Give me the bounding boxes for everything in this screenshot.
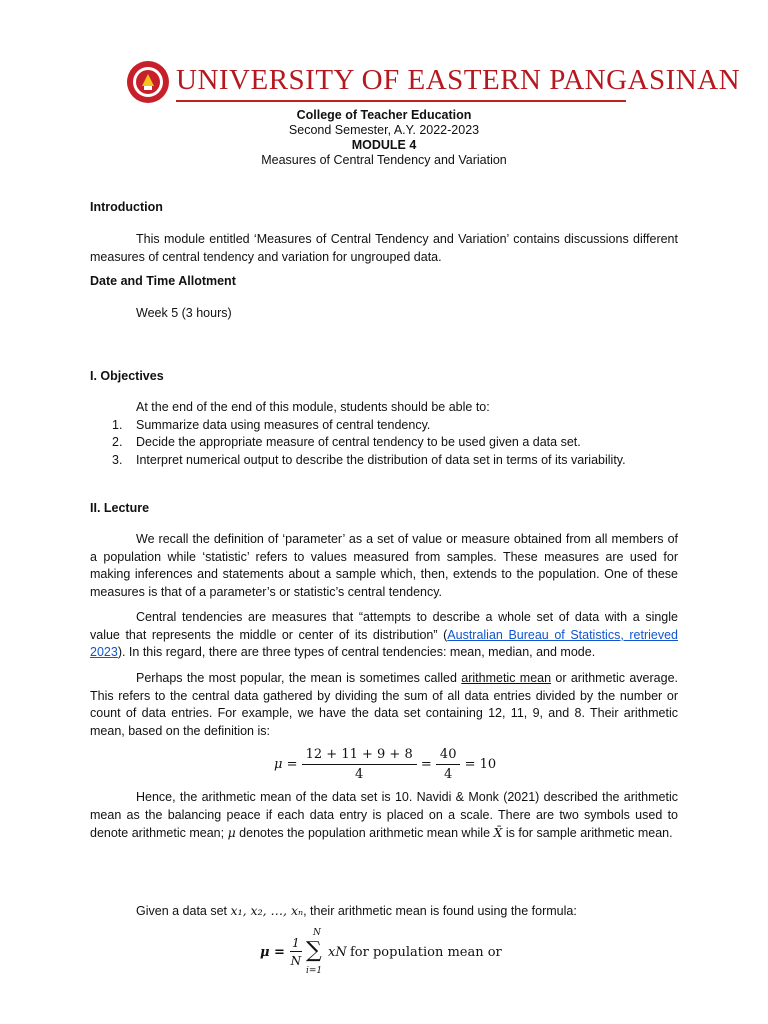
- fraction-denominator: 4: [355, 767, 364, 782]
- sum-upper-limit: N: [313, 928, 321, 938]
- college-name: College of Teacher Education: [296, 108, 472, 122]
- summation-term: xN: [328, 945, 347, 960]
- university-name: UNIVERSITY OF EASTERN PANGASINAN: [176, 64, 741, 96]
- paragraph-text: Central tendencies are measures that “attempts to describe a whole set of data with a single value that represents the middle or center of its distribution” (: [90, 610, 678, 642]
- objective-text: Decide the appropriate measure of central tendency to be used given a data set.: [136, 435, 581, 449]
- paragraph-text: denotes the population arithmetic mean while: [235, 826, 494, 840]
- header-rule: [176, 100, 626, 102]
- lecture-heading: II. Lecture: [90, 501, 150, 515]
- objective-item: [112, 452, 672, 470]
- objectives-heading: I. Objectives: [90, 369, 164, 383]
- paragraph-text: , their arithmetic mean is found using the formula:: [303, 904, 577, 918]
- mu-symbol: μ: [227, 825, 236, 840]
- mean-example-equation: [274, 747, 496, 782]
- module-title: Measures of Central Tendency and Variation: [261, 153, 507, 167]
- objective-item: [112, 434, 672, 452]
- paragraph-text: Perhaps the most popular, the mean is sometimes called: [136, 671, 462, 685]
- lecture-paragraph-1: We recall the definition of ‘parameter’ as a set of value or measure obtained from all members of a population while ‘statistic’ refers to values measured from samples. These measures are used for making inferences and statements about a sample which, then, extends to the population. One of these measures is that of a parameter’s or statistic’s central tendency.: [90, 532, 678, 599]
- fraction-numerator: 40: [436, 747, 461, 765]
- objective-number: 1.: [112, 418, 123, 432]
- objective-number: 3.: [112, 453, 123, 467]
- objective-number: 2.: [112, 435, 123, 449]
- eq-lhs: μ =: [274, 757, 298, 772]
- fraction-numerator: 1: [292, 936, 300, 950]
- lecture-paragraph-3: [90, 670, 678, 740]
- objective-text: Interpret numerical output to describe the distribution of data set in terms of its variability.: [136, 453, 626, 467]
- paragraph-text: ). In this regard, there are three types of central tendencies: mean, median, and mode.: [117, 645, 596, 659]
- intro-heading: Introduction: [90, 200, 163, 214]
- population-mean-formula: [260, 928, 520, 976]
- fraction-denominator: 4: [444, 767, 453, 782]
- lecture-paragraph-5: [136, 903, 577, 918]
- fraction: [290, 936, 302, 968]
- paragraph-text: Hence, the arithmetic mean of the data set is 10. Navidi & Monk (2021) described the arithmetic mean as the balancing peace if each data entry is placed on a scale. There are two symbols used to denote arithmetic mean;: [90, 790, 678, 840]
- eq-result: = 10: [464, 757, 497, 772]
- paragraph-text: or arithmetic average. This refers to the central data gathered by dividing the sum of all data entries divided by the number or count of data entries. For example, we have the data set containing 12, 11, 9, and 8. Their arithmetic mean, based on the definition is:: [90, 671, 678, 738]
- paragraph-text: Given a data set: [136, 904, 231, 918]
- data-set-notation: x₁, x₂, …, xₙ: [230, 903, 304, 918]
- allotment-heading: Date and Time Allotment: [90, 274, 236, 288]
- x-bar-symbol: X̄: [493, 825, 503, 840]
- lecture-paragraph-2: [90, 609, 678, 662]
- eq-lhs: μ =: [260, 945, 285, 960]
- fraction-numerator: 12 + 11 + 9 + 8: [302, 747, 417, 765]
- objective-text: Summarize data using measures of central tendency.: [136, 418, 431, 432]
- paragraph-text: is for sample arithmetic mean.: [502, 826, 673, 840]
- university-header: [126, 58, 741, 108]
- arithmetic-mean-term: arithmetic mean: [461, 671, 552, 685]
- university-seal-logo: [126, 60, 170, 104]
- allotment-value: Week 5 (3 hours): [136, 306, 232, 320]
- objective-item: [112, 417, 672, 435]
- semester-line: Second Semester, A.Y. 2022-2023: [288, 123, 480, 137]
- formula-note: for population mean or: [350, 945, 502, 960]
- lecture-paragraph-4: [90, 789, 678, 843]
- intro-paragraph: This module entitled ‘Measures of Central Tendency and Variation’ contains discussions different measures of central tendency and variation for ungrouped data.: [90, 232, 678, 264]
- sum-lower-limit: i=1: [306, 966, 323, 976]
- fraction: [436, 747, 461, 782]
- equals-sign: =: [420, 757, 432, 772]
- fraction-denominator: N: [290, 954, 302, 968]
- objectives-lead: At the end of the end of this module, students should be able to:: [136, 400, 490, 414]
- abs-citation-link[interactable]: Australian Bureau of Statistics, retrieved 2023: [90, 627, 679, 659]
- summation-symbol: ∑: [306, 938, 322, 963]
- module-number: MODULE 4: [351, 138, 417, 152]
- fraction: [302, 747, 417, 782]
